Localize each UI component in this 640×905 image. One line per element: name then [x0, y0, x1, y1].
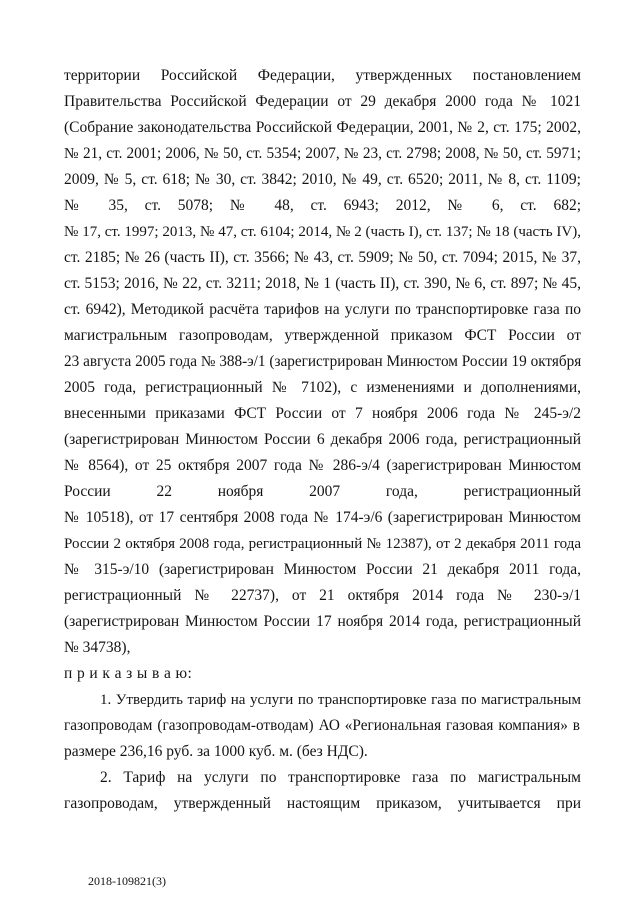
body-line: ст. 6942), Методикой расчёта тарифов на услуги по транспортировке газа по [64, 301, 581, 318]
body-line: ст. 2185; № 26 (часть II), ст. 3566; № 43, ст. 5909; № 50, ст. 7094; 2015, № 37, [64, 249, 581, 266]
body-line: № 35, ст. 5078; № 48, ст. 6943; 2012, № 6, ст. 682; [64, 197, 581, 214]
body-line: территории Российской Федерации, утвержденных постановлением [64, 67, 581, 84]
body-line: внесенными приказами ФСТ России от 7 ноября 2006 года № 245-э/2 [64, 405, 581, 422]
item-1-line: газопроводам (газопроводам-отводам) АО «Региональная газовая компания» в [64, 717, 580, 734]
body-line: России 2 октября 2008 года, регистрационный № 12387), от 2 декабря 2011 года [64, 536, 581, 552]
body-line: (зарегистрирован Минюстом России 17 ноября 2014 года, регистрационный [64, 613, 581, 630]
body-line: магистральным газопроводам, утвержденной приказом ФСТ России от [64, 327, 581, 344]
body-line: № 17, ст. 1997; 2013, № 47, ст. 6104; 2014, № 2 (часть I), ст. 137; № 18 (часть IV), [64, 224, 581, 240]
body-line: № 21, ст. 2001; 2006, № 50, ст. 5354; 2007, № 23, ст. 2798; 2008, № 50, ст. 5971; [64, 145, 581, 162]
body-line: 2009, № 5, ст. 618; № 30, ст. 3842; 2010, № 49, ст. 6520; 2011, № 8, ст. 1109; [64, 171, 581, 188]
order-word: п р и к а з ы в а ю: [64, 665, 193, 682]
item-1-line: 1. Утвердить тариф на услуги по транспортировке газа по магистральным [100, 692, 581, 708]
body-line: России 22 ноября 2007 года, регистрационный [64, 483, 581, 500]
body-line: ст. 5153; 2016, № 22, ст. 3211; 2018, № 1 (часть II), ст. 390, № 6, ст. 897; № 45, [64, 275, 581, 292]
body-line: (Собрание законодательства Российской Федерации, 2001, № 2, ст. 175; 2002, [64, 119, 581, 136]
body-line: 23 августа 2005 года № 388-э/1 (зарегистрирован Минюстом России 19 октября [64, 353, 582, 370]
body-line: № 34738), [64, 639, 131, 656]
footer-document-code: 2018-109821(3) [88, 874, 166, 888]
body-line: Правительства Российской Федерации от 29 декабря 2000 года № 1021 [64, 93, 581, 110]
body-line: № 10518), от 17 сентября 2008 года № 174-э/6 (зарегистрирован Минюстом [64, 509, 581, 526]
item-1-line: размере 236,16 руб. за 1000 куб. м. (без НДС). [64, 743, 368, 760]
item-2-line: 2. Тариф на услуги по транспортировке газа по магистральным [100, 769, 581, 786]
body-line: № 315-э/10 (зарегистрирован Минюстом России 21 декабря 2011 года, [64, 561, 581, 578]
body-line: 2005 года, регистрационный № 7102), с изменениями и дополнениями, [64, 379, 581, 396]
body-line: (зарегистрирован Минюстом России 6 декабря 2006 года, регистрационный [64, 431, 581, 448]
item-2-line: газопроводам, утвержденный настоящим приказом, учитывается при [64, 795, 581, 812]
body-line: регистрационный № 22737), от 21 октября 2014 года № 230-э/1 [64, 587, 581, 604]
body-line: № 8564), от 25 октября 2007 года № 286-э/4 (зарегистрирован Минюстом [64, 457, 581, 474]
